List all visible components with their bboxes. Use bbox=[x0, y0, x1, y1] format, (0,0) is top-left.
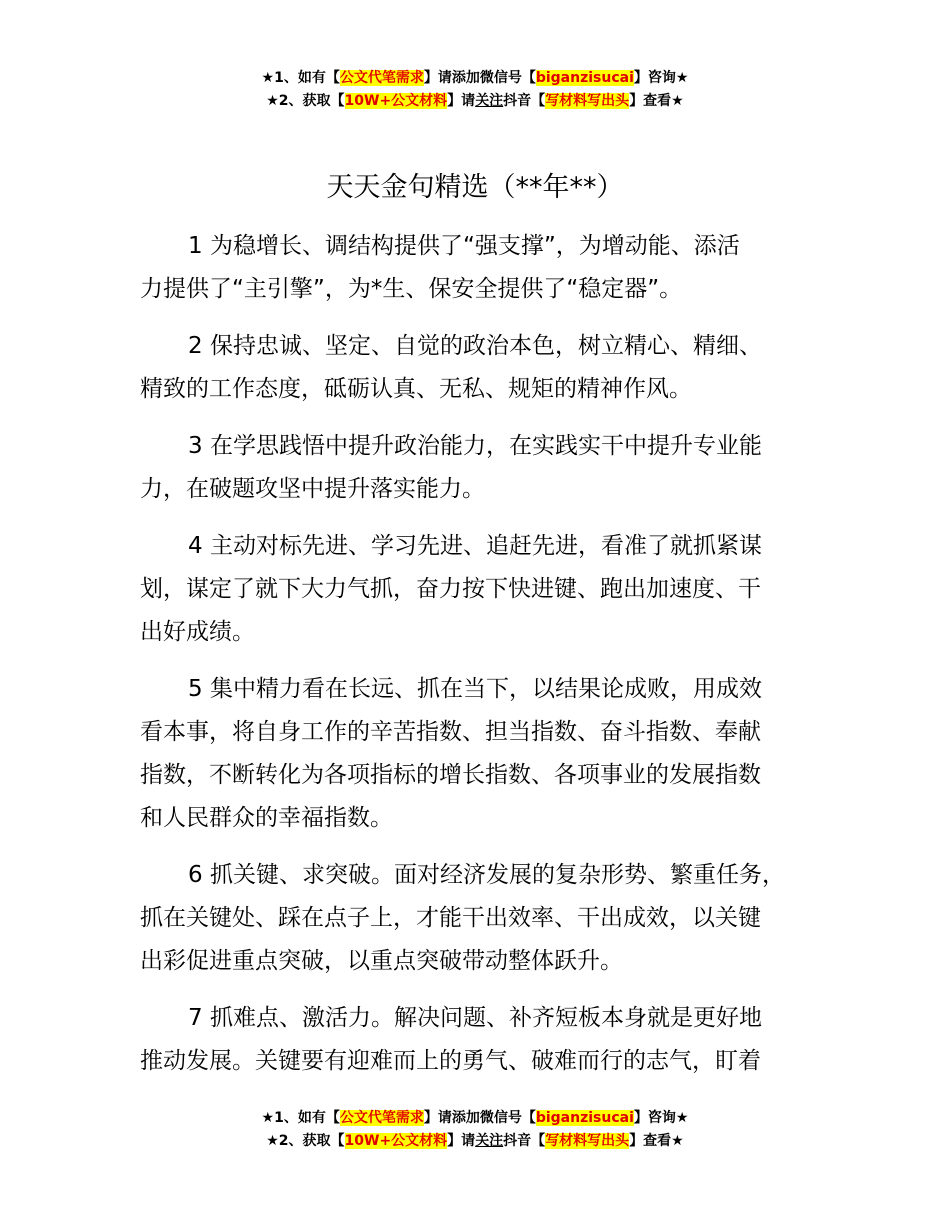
footer-banner bbox=[0, 1107, 950, 1153]
banner-highlight: 10W+公文材料 bbox=[344, 93, 448, 109]
paragraph-line: 指数，不断转化为各项指标的增长指数、各项事业的发展指数 bbox=[140, 762, 761, 788]
paragraph bbox=[140, 668, 820, 840]
paragraph bbox=[140, 997, 820, 1083]
paragraph-line: 划，谋定了就下大力气抓，奋力按下快进键、跑出加速度、干 bbox=[140, 576, 761, 602]
paragraph-line: 精致的工作态度，砥砺认真、无私、规矩的精神作风。 bbox=[140, 376, 692, 402]
banner-text: 】请 bbox=[447, 1133, 476, 1149]
banner-highlight: 10W+公文材料 bbox=[344, 1133, 448, 1149]
paragraph bbox=[140, 525, 820, 654]
paragraph-line: 力提供了“主引擎”，为*生、保安全提供了“稳定器”。 bbox=[140, 276, 683, 302]
paragraph-line: 1 为稳增长、调结构提供了“强支撑”，为增动能、添活 bbox=[188, 233, 740, 259]
paragraph bbox=[140, 225, 820, 311]
banner-line-1 bbox=[0, 67, 950, 90]
banner-text: 】请 bbox=[423, 70, 452, 86]
paragraph-line: 7 抓难点、激活力。解决问题、补齐短板本身就是更好地 bbox=[188, 1005, 762, 1031]
banner-text: ★2、获取【 bbox=[266, 1133, 345, 1149]
banner-text: 】查看★ bbox=[629, 93, 684, 109]
paragraph bbox=[140, 425, 820, 511]
banner-text: 关注 bbox=[475, 1133, 504, 1149]
paragraph-line: 2 保持忠诚、坚定、自觉的政治本色，树立精心、精细、 bbox=[188, 333, 762, 359]
banner-highlight: 写材料写出头 bbox=[545, 1133, 630, 1149]
banner-text: 】查看★ bbox=[629, 1133, 684, 1149]
banner-text: 微信号【 bbox=[479, 1110, 536, 1126]
banner-text: ★1、如有【 bbox=[261, 70, 340, 86]
paragraph-line: 4 主动对标先进、学习先进、追赶先进，看准了就抓紧谋 bbox=[188, 533, 762, 559]
paragraph-line: 看本事，将自身工作的辛苦指数、担当指数、奋斗指数、奉献 bbox=[140, 719, 761, 745]
banner-text: 抖音【 bbox=[503, 1133, 546, 1149]
paragraph-line: 抓在关键处、踩在点子上，才能干出效率、干出成效，以关键 bbox=[140, 905, 761, 931]
banner-text: ★2、获取【 bbox=[266, 93, 345, 109]
banner-text: 】请 bbox=[423, 1110, 452, 1126]
banner-line-2 bbox=[0, 1130, 950, 1153]
banner-line-2 bbox=[0, 90, 950, 113]
paragraph-line: 3 在学思践悟中提升政治能力，在实践实干中提升专业能 bbox=[188, 433, 762, 459]
paragraph-line: 推动发展。关键要有迎难而上的勇气、破难而行的志气，盯着 bbox=[140, 1048, 761, 1074]
header-banner bbox=[0, 67, 950, 113]
banner-highlight: 公文代笔需求 bbox=[339, 1110, 424, 1126]
paragraph-line: 力，在破题攻坚中提升落实能力。 bbox=[140, 476, 485, 502]
document-body bbox=[140, 225, 820, 1097]
paragraph bbox=[140, 325, 820, 411]
page-title: 天天金句精选（**年**） bbox=[326, 172, 624, 203]
banner-text: 添加 bbox=[451, 70, 480, 86]
banner-text: 抖音【 bbox=[503, 93, 546, 109]
paragraph-line: 和人民群众的幸福指数。 bbox=[140, 805, 393, 831]
banner-line-1 bbox=[0, 1107, 950, 1130]
banner-highlight: biganzisucai bbox=[535, 1110, 634, 1126]
banner-highlight: biganzisucai bbox=[535, 70, 634, 86]
banner-text: 关注 bbox=[475, 93, 504, 109]
paragraph-line: 出好成绩。 bbox=[140, 619, 255, 645]
banner-text: ★1、如有【 bbox=[261, 1110, 340, 1126]
paragraph bbox=[140, 854, 820, 983]
banner-highlight: 公文代笔需求 bbox=[339, 70, 424, 86]
banner-text: 添加 bbox=[451, 1110, 480, 1126]
banner-text: 】咨询★ bbox=[633, 1110, 689, 1126]
banner-text: 微信号【 bbox=[479, 70, 536, 86]
banner-text: 】请 bbox=[447, 93, 476, 109]
paragraph-line: 出彩促进重点突破，以重点突破带动整体跃升。 bbox=[140, 948, 623, 974]
paragraph-line: 6 抓关键、求突破。面对经济发展的复杂形势、繁重任务， bbox=[188, 862, 785, 888]
paragraph-line: 5 集中精力看在长远、抓在当下，以结果论成败，用成效 bbox=[188, 676, 762, 702]
banner-highlight: 写材料写出头 bbox=[545, 93, 630, 109]
banner-text: 】咨询★ bbox=[633, 70, 689, 86]
